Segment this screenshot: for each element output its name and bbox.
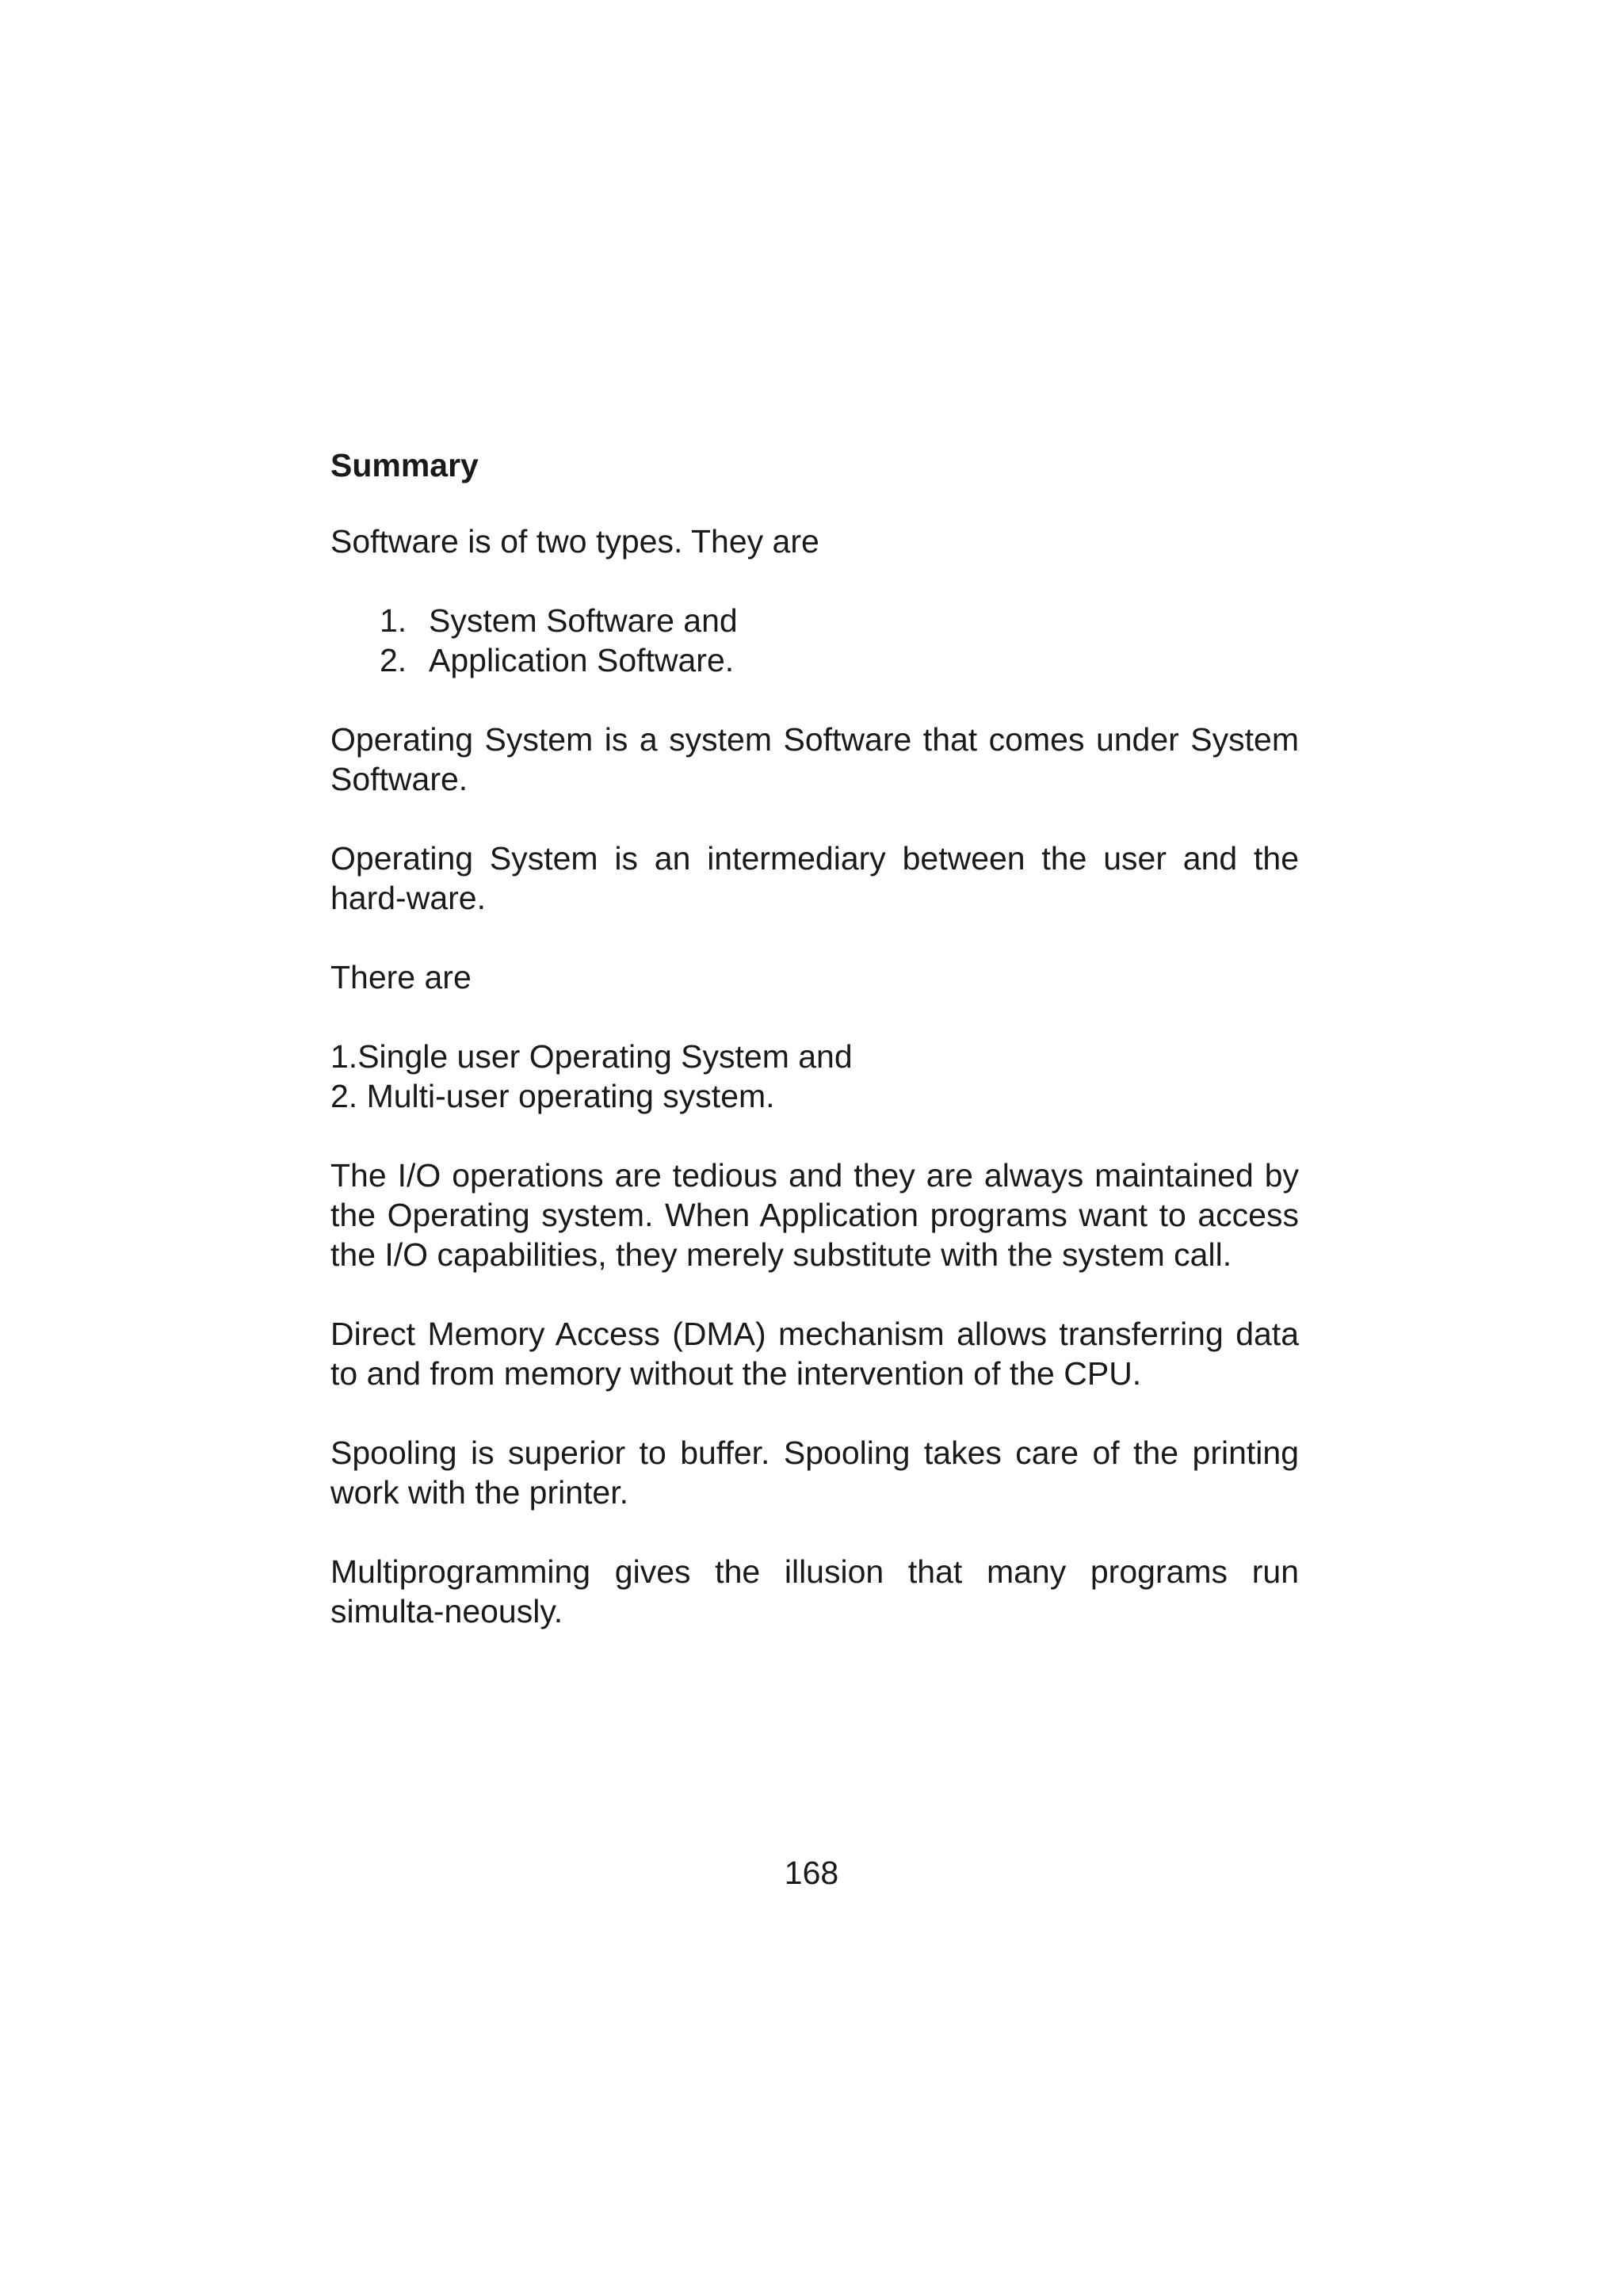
list-item: 1.Single user Operating System and (330, 1038, 853, 1075)
list-item: 2. Multi-user operating system. (330, 1078, 775, 1114)
os-types-list (330, 1037, 1299, 1116)
page-number: 168 (784, 1855, 839, 1891)
spooling-paragraph: Spooling is superior to buffer. Spooling takes care of the printing work with the printer. (330, 1435, 1299, 1511)
list-number: 1. (380, 602, 407, 639)
there-are-paragraph: There are (330, 959, 472, 995)
io-paragraph: The I/O operations are tedious and they are always maintained by the Operating system. When Application programs want to access the I/O capabilities, they merely substitute with the system call. (330, 1157, 1299, 1273)
os-definition-paragraph: Operating System is a system Software that comes under System Software. (330, 721, 1299, 797)
dma-paragraph: Direct Memory Access (DMA) mechanism allows transferring data to and from memory without the intervention of the CPU. (330, 1316, 1299, 1392)
list-item (330, 640, 1299, 680)
list-text: System Software and (429, 602, 738, 639)
multiprogramming-paragraph: Multiprogramming gives the illusion that many programs run simulta-neously. (330, 1553, 1299, 1629)
os-intermediary-paragraph: Operating System is an intermediary between the user and the hard-ware. (330, 840, 1299, 916)
software-types-list (330, 601, 1299, 680)
section-heading: Summary (330, 447, 479, 483)
list-number: 2. (380, 642, 407, 678)
page-content (330, 445, 1299, 1671)
intro-paragraph: Software is of two types. They are (330, 523, 819, 560)
list-text: Application Software. (429, 642, 735, 678)
list-item (330, 601, 1299, 640)
